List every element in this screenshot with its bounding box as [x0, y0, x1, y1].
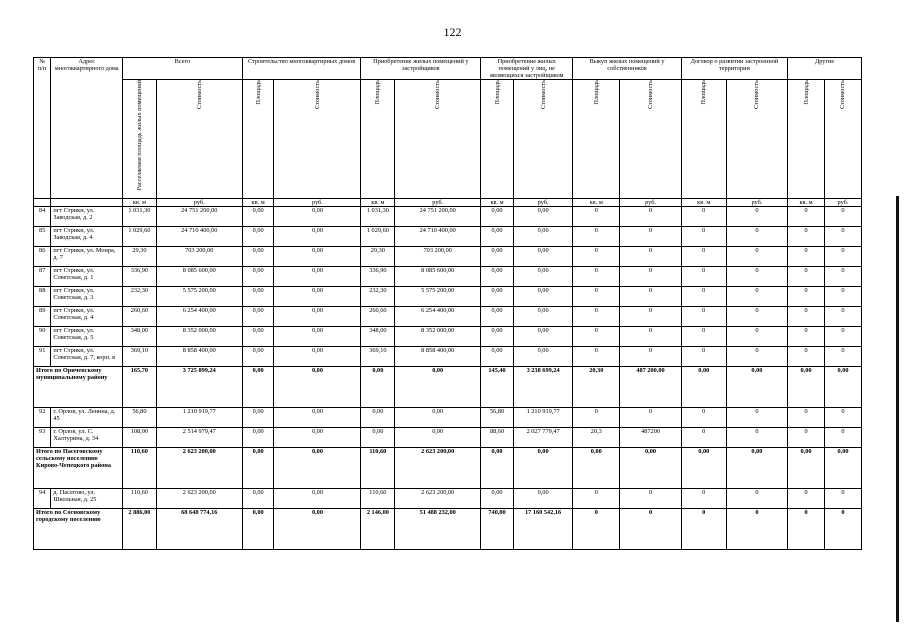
page-number: 122 — [443, 25, 462, 39]
cell-area: 56,80 — [123, 408, 157, 428]
cell-cost: 0 — [620, 227, 681, 247]
cell-cost: 24 710 400,00 — [156, 227, 242, 247]
cell-area: 0,00 — [361, 367, 395, 408]
cell-area: 0 — [788, 247, 825, 267]
units-empty — [34, 199, 51, 207]
cell-area: 348,00 — [123, 327, 157, 347]
cell-cost: 0,00 — [513, 227, 572, 247]
units-empty — [51, 199, 123, 207]
cell-cost: 0 — [824, 287, 861, 307]
cell-cost: 17 160 542,16 — [513, 509, 572, 550]
cell-cost: 8 352 000,00 — [395, 327, 481, 347]
unit-label: кв. м — [788, 199, 825, 207]
header-group: Строительство многоквартирных домов — [242, 58, 361, 80]
unit-label: кв. м — [481, 199, 514, 207]
cell-area: 110,60 — [361, 448, 395, 489]
cell-area: 108,90 — [123, 428, 157, 448]
row-address: пгт Стрикн, ул. Заводская, д. 4 — [51, 227, 123, 247]
cell-area: 0 — [788, 267, 825, 287]
header-group: Другие — [788, 58, 862, 80]
header-group: Выкуп жилых помещений у собственников — [573, 58, 681, 80]
cell-cost: 0,00 — [824, 448, 861, 489]
table-row — [34, 347, 862, 367]
cell-cost: 0 — [726, 408, 787, 428]
cell-area: 2 886,00 — [123, 509, 157, 550]
cell-area: 0,00 — [788, 367, 825, 408]
row-address: пгт Стрикн, ул. Советская, д. 5 — [51, 327, 123, 347]
cell-area: 369,10 — [123, 347, 157, 367]
cell-area: 110,60 — [123, 489, 157, 509]
row-address: г. Орлов, ул. Ленина, д. 45 — [51, 408, 123, 428]
cell-cost: 0,00 — [513, 347, 572, 367]
cell-cost: 0,00 — [274, 307, 361, 327]
cell-cost: 0,00 — [274, 448, 361, 489]
subheader-cost — [156, 80, 242, 199]
cell-area: 29,30 — [123, 247, 157, 267]
cell-area: 0,00 — [481, 347, 514, 367]
cell-area: 0,00 — [481, 307, 514, 327]
row-number: 89 — [34, 307, 51, 327]
cell-area: 348,00 — [361, 327, 395, 347]
table-row — [34, 428, 862, 448]
cell-cost: 2 514 979,47 — [156, 428, 242, 448]
cell-cost: 0 — [824, 489, 861, 509]
header-group: Приобретение жилых помещений у лиц, не являющихся застройщиком — [481, 58, 573, 80]
cell-area: 0 — [788, 227, 825, 247]
cell-area: 0,00 — [242, 247, 274, 267]
cell-area: 0,00 — [242, 267, 274, 287]
subheader-label: Стоимость — [753, 80, 761, 110]
cell-cost: 2 623 200,00 — [156, 489, 242, 509]
subheader-label: Стоимость — [434, 80, 442, 110]
row-address: пгт Стрикн, ул. Советская, д. 4 — [51, 307, 123, 327]
cell-area: 0,00 — [242, 287, 274, 307]
row-number: 86 — [34, 247, 51, 267]
cell-cost: 0,00 — [395, 408, 481, 428]
unit-label: руб. — [824, 199, 861, 207]
cell-area: 740,00 — [481, 509, 514, 550]
cell-cost: 0 — [620, 347, 681, 367]
table-row — [34, 489, 862, 509]
cell-area: 0,00 — [242, 448, 274, 489]
cell-cost: 0 — [824, 207, 861, 227]
cell-area: 0 — [788, 327, 825, 347]
cell-cost: 0 — [726, 207, 787, 227]
cell-area: 0 — [681, 267, 726, 287]
header-group: Договор о развитии застроенной территории — [681, 58, 787, 80]
cell-area: 369,10 — [361, 347, 395, 367]
cell-area: 1 029,60 — [361, 227, 395, 247]
unit-label: руб. — [726, 199, 787, 207]
cell-cost: 0,00 — [274, 489, 361, 509]
cell-area: 0 — [788, 428, 825, 448]
cell-area: 0,00 — [481, 227, 514, 247]
cell-area: 336,90 — [123, 267, 157, 287]
cell-cost: 1 210 919,77 — [156, 408, 242, 428]
cell-area: 0,00 — [361, 428, 395, 448]
cell-cost: 0,00 — [274, 227, 361, 247]
subheader-label: Стоимость — [195, 80, 203, 110]
row-address: пгт Стрикн, ул. Советская, д. 7, корп. в — [51, 347, 123, 367]
cell-cost: 0 — [726, 428, 787, 448]
cell-area: 1 031,30 — [123, 207, 157, 227]
cell-area: 0 — [788, 287, 825, 307]
header-address: Адрес многоквартирного дома — [51, 58, 123, 199]
cell-cost: 6 254 400,00 — [395, 307, 481, 327]
cell-area: 0,00 — [242, 428, 274, 448]
cell-cost: 0,00 — [395, 428, 481, 448]
header-group: Всего — [123, 58, 243, 80]
cell-cost: 0 — [824, 408, 861, 428]
cell-cost: 0 — [824, 327, 861, 347]
cell-cost: 0,00 — [274, 347, 361, 367]
cell-area: 0,00 — [481, 207, 514, 227]
cell-area: 0 — [573, 207, 620, 227]
row-number: 92 — [34, 408, 51, 428]
cell-area: 0,00 — [242, 509, 274, 550]
subheader-label: Расселяемая площадь жилых помещений — [135, 80, 143, 191]
cell-area: 0 — [681, 227, 726, 247]
cell-cost: 0,00 — [274, 509, 361, 550]
cell-cost: 8 352 000,00 — [156, 327, 242, 347]
cell-area: 0 — [681, 327, 726, 347]
cell-cost: 0 — [726, 227, 787, 247]
subheader-label: Площадь — [493, 80, 501, 105]
cell-cost: 0,00 — [513, 307, 572, 327]
cell-area: 20,3 — [573, 428, 620, 448]
row-number: 94 — [34, 489, 51, 509]
cell-cost: 0 — [726, 307, 787, 327]
cell-area: 110,60 — [123, 448, 157, 489]
cell-cost: 487200 — [620, 428, 681, 448]
cell-area: 0 — [573, 509, 620, 550]
cell-area: 0 — [681, 287, 726, 307]
cell-area: 0,00 — [481, 287, 514, 307]
row-address: пгт Стрикн, ул. Заводская, д. 2 — [51, 207, 123, 227]
cell-area: 0 — [573, 347, 620, 367]
cell-area: 0 — [573, 247, 620, 267]
cell-area: 0 — [681, 347, 726, 367]
cell-cost: 0 — [824, 347, 861, 367]
cell-area: 0 — [681, 428, 726, 448]
table-row — [34, 247, 862, 267]
unit-label: руб. — [513, 199, 572, 207]
cell-cost: 0,00 — [513, 207, 572, 227]
cell-cost: 0 — [824, 267, 861, 287]
total-label: Итого по Оричевскому муниципальному району — [34, 367, 123, 408]
subheader-cost — [395, 80, 481, 199]
cell-area: 0 — [573, 227, 620, 247]
subheader-area — [681, 80, 726, 199]
cell-cost: 8 085 600,00 — [156, 267, 242, 287]
subheader-resettled-area — [123, 80, 157, 199]
cell-area: 260,60 — [361, 307, 395, 327]
cell-cost: 68 648 774,16 — [156, 509, 242, 550]
cell-cost: 0,00 — [620, 448, 681, 489]
subheader-cost — [513, 80, 572, 199]
cell-cost: 0 — [726, 509, 787, 550]
cell-cost: 2 623 200,00 — [395, 448, 481, 489]
cell-cost: 0 — [726, 287, 787, 307]
cell-area: 0 — [788, 347, 825, 367]
cell-cost: 0,00 — [513, 267, 572, 287]
row-number: 93 — [34, 428, 51, 448]
subheader-label: Стоимость — [647, 80, 655, 110]
table-row — [34, 207, 862, 227]
cell-area: 336,90 — [361, 267, 395, 287]
cell-area: 0,00 — [242, 307, 274, 327]
subheader-label: Стоимость — [313, 80, 321, 110]
cell-cost: 0,00 — [274, 287, 361, 307]
cell-cost: 0 — [824, 428, 861, 448]
cell-area: 0 — [788, 307, 825, 327]
cell-cost: 8 085 600,00 — [395, 267, 481, 287]
row-number: 88 — [34, 287, 51, 307]
table-row — [34, 267, 862, 287]
cell-area: 0 — [573, 267, 620, 287]
unit-label: руб. — [156, 199, 242, 207]
unit-label: кв. м — [361, 199, 395, 207]
cell-area: 0 — [788, 207, 825, 227]
subheader-label: Площадь — [374, 80, 382, 105]
unit-label: руб. — [395, 199, 481, 207]
unit-label: кв. м — [242, 199, 274, 207]
cell-area: 0 — [573, 287, 620, 307]
subheader-cost — [726, 80, 787, 199]
subheader-label: Площадь — [700, 80, 708, 105]
subheader-cost — [274, 80, 361, 199]
cell-cost: 24 751 200,00 — [395, 207, 481, 227]
cell-cost: 3 238 699,24 — [513, 367, 572, 408]
cell-area: 0,00 — [681, 448, 726, 489]
cell-cost: 703 200,00 — [395, 247, 481, 267]
subheader-area — [573, 80, 620, 199]
cell-area: 29,30 — [361, 247, 395, 267]
cell-cost: 0,00 — [274, 267, 361, 287]
cell-area: 88,60 — [481, 428, 514, 448]
row-address: пгт Стрикн, ул. Советская, д. 3 — [51, 287, 123, 307]
subheader-label: Площадь — [802, 80, 810, 105]
cell-cost: 0,00 — [274, 367, 361, 408]
row-address: д. Пасегово, ул. Школьная, д. 25 — [51, 489, 123, 509]
cell-cost: 0,00 — [274, 408, 361, 428]
cell-cost: 0 — [620, 327, 681, 347]
cell-area: 0,00 — [242, 489, 274, 509]
cell-area: 0 — [788, 509, 825, 550]
table-row — [34, 408, 862, 428]
cell-cost: 51 488 232,00 — [395, 509, 481, 550]
cell-cost: 0 — [726, 267, 787, 287]
cell-area: 110,60 — [361, 489, 395, 509]
cell-area: 0,00 — [573, 448, 620, 489]
cell-area: 0,00 — [242, 367, 274, 408]
row-number: 87 — [34, 267, 51, 287]
subheader-area — [788, 80, 825, 199]
table-row — [34, 287, 862, 307]
unit-label: кв. м — [681, 199, 726, 207]
cell-cost: 0 — [620, 247, 681, 267]
cell-area: 165,70 — [123, 367, 157, 408]
cell-area: 20,30 — [573, 367, 620, 408]
cell-cost: 0 — [620, 408, 681, 428]
header-group: Приобретение жилых помещений у застройщиков — [361, 58, 481, 80]
cell-cost: 0 — [620, 207, 681, 227]
unit-label: кв. м — [573, 199, 620, 207]
cell-cost: 8 858 400,00 — [395, 347, 481, 367]
cell-cost: 0 — [726, 327, 787, 347]
cell-area: 2 146,00 — [361, 509, 395, 550]
resettlement-table — [33, 57, 862, 550]
cell-cost: 0 — [620, 287, 681, 307]
cell-cost: 0,00 — [513, 489, 572, 509]
subheader-label: Площадь — [254, 80, 262, 105]
cell-cost: 0,00 — [513, 327, 572, 347]
cell-cost: 5 575 200,00 — [395, 287, 481, 307]
cell-cost: 0 — [824, 509, 861, 550]
cell-cost: 0 — [620, 489, 681, 509]
cell-cost: 0,00 — [513, 247, 572, 267]
row-address: г. Орлов, ул. С. Халтурина, д. 34 — [51, 428, 123, 448]
cell-cost: 2 623 200,00 — [395, 489, 481, 509]
subheader-label: Площадь — [592, 80, 600, 105]
cell-area: 145,40 — [481, 367, 514, 408]
unit-label: кв. м — [123, 199, 157, 207]
cell-cost: 5 575 200,00 — [156, 287, 242, 307]
cell-cost: 0,00 — [726, 448, 787, 489]
cell-area: 0,00 — [481, 448, 514, 489]
cell-area: 1 029,60 — [123, 227, 157, 247]
row-address: пгт Стрикн, ул. Советская, д. 1 — [51, 267, 123, 287]
cell-cost: 0,00 — [274, 207, 361, 227]
cell-area: 0 — [681, 307, 726, 327]
cell-cost: 2 027 779,47 — [513, 428, 572, 448]
cell-area: 0,00 — [481, 247, 514, 267]
cell-cost: 0,00 — [824, 367, 861, 408]
cell-cost: 0,00 — [513, 448, 572, 489]
cell-area: 0 — [681, 489, 726, 509]
cell-cost: 0 — [620, 267, 681, 287]
cell-area: 260,60 — [123, 307, 157, 327]
cell-cost: 703 200,00 — [156, 247, 242, 267]
subheader-label: Стоимость — [539, 80, 547, 110]
cell-cost: 0 — [620, 307, 681, 327]
row-number: 84 — [34, 207, 51, 227]
row-number: 90 — [34, 327, 51, 347]
page-edge-line — [896, 196, 899, 622]
cell-cost: 24 751 200,00 — [156, 207, 242, 227]
cell-area: 0 — [681, 247, 726, 267]
cell-cost: 0,00 — [513, 287, 572, 307]
cell-area: 0,00 — [242, 347, 274, 367]
cell-area: 0 — [573, 327, 620, 347]
cell-area: 0,00 — [242, 207, 274, 227]
cell-area: 0,00 — [242, 327, 274, 347]
subheader-area — [481, 80, 514, 199]
cell-cost: 1 210 919,77 — [513, 408, 572, 428]
cell-cost: 0 — [726, 347, 787, 367]
total-row — [34, 367, 862, 408]
cell-area: 0 — [573, 307, 620, 327]
cell-area: 0,00 — [242, 227, 274, 247]
subheader-cost — [620, 80, 681, 199]
cell-area: 0 — [681, 207, 726, 227]
cell-area: 0,00 — [788, 448, 825, 489]
cell-area: 0 — [573, 489, 620, 509]
subheader-cost — [824, 80, 861, 199]
unit-label: руб. — [620, 199, 681, 207]
cell-area: 0,00 — [481, 267, 514, 287]
total-label: Итого по Сосновскому городскому поселению — [34, 509, 123, 550]
cell-area: 56,80 — [481, 408, 514, 428]
cell-cost: 8 858 400,00 — [156, 347, 242, 367]
cell-cost: 0 — [824, 227, 861, 247]
total-label: Итого по Пасеговскому сельскому поселению Кирово-Чепецкого района — [34, 448, 123, 489]
cell-cost: 24 710 400,00 — [395, 227, 481, 247]
cell-area: 0,00 — [361, 408, 395, 428]
cell-area: 0 — [788, 489, 825, 509]
header-no: № п/п — [34, 58, 51, 199]
total-row — [34, 509, 862, 550]
unit-label: руб. — [274, 199, 361, 207]
cell-cost: 0 — [824, 247, 861, 267]
cell-cost: 0,00 — [274, 428, 361, 448]
cell-cost: 0,00 — [726, 367, 787, 408]
cell-area: 0,00 — [481, 489, 514, 509]
cell-area: 1 031,30 — [361, 207, 395, 227]
cell-area: 0 — [788, 408, 825, 428]
total-row — [34, 448, 862, 489]
cell-area: 232,30 — [123, 287, 157, 307]
row-address: пгт Стрикн, ул. Мопра, д. 7 — [51, 247, 123, 267]
cell-cost: 0,00 — [274, 327, 361, 347]
cell-area: 0,00 — [481, 327, 514, 347]
cell-area: 0 — [681, 509, 726, 550]
cell-cost: 0 — [726, 247, 787, 267]
cell-cost: 6 254 400,00 — [156, 307, 242, 327]
cell-area: 0 — [573, 408, 620, 428]
cell-cost: 3 725 899,24 — [156, 367, 242, 408]
subheader-area — [242, 80, 274, 199]
row-number: 91 — [34, 347, 51, 367]
cell-cost: 0 — [726, 489, 787, 509]
cell-area: 0,00 — [681, 367, 726, 408]
cell-cost: 487 200,00 — [620, 367, 681, 408]
cell-area: 0 — [681, 408, 726, 428]
cell-area: 0,00 — [242, 408, 274, 428]
table-row — [34, 307, 862, 327]
cell-cost: 0,00 — [274, 247, 361, 267]
table-row — [34, 227, 862, 247]
cell-cost: 0,00 — [395, 367, 481, 408]
cell-cost: 0 — [824, 307, 861, 327]
cell-cost: 0 — [620, 509, 681, 550]
row-number: 85 — [34, 227, 51, 247]
cell-cost: 2 623 200,00 — [156, 448, 242, 489]
subheader-label: Стоимость — [839, 80, 847, 110]
cell-area: 232,30 — [361, 287, 395, 307]
subheader-area — [361, 80, 395, 199]
table-row — [34, 327, 862, 347]
